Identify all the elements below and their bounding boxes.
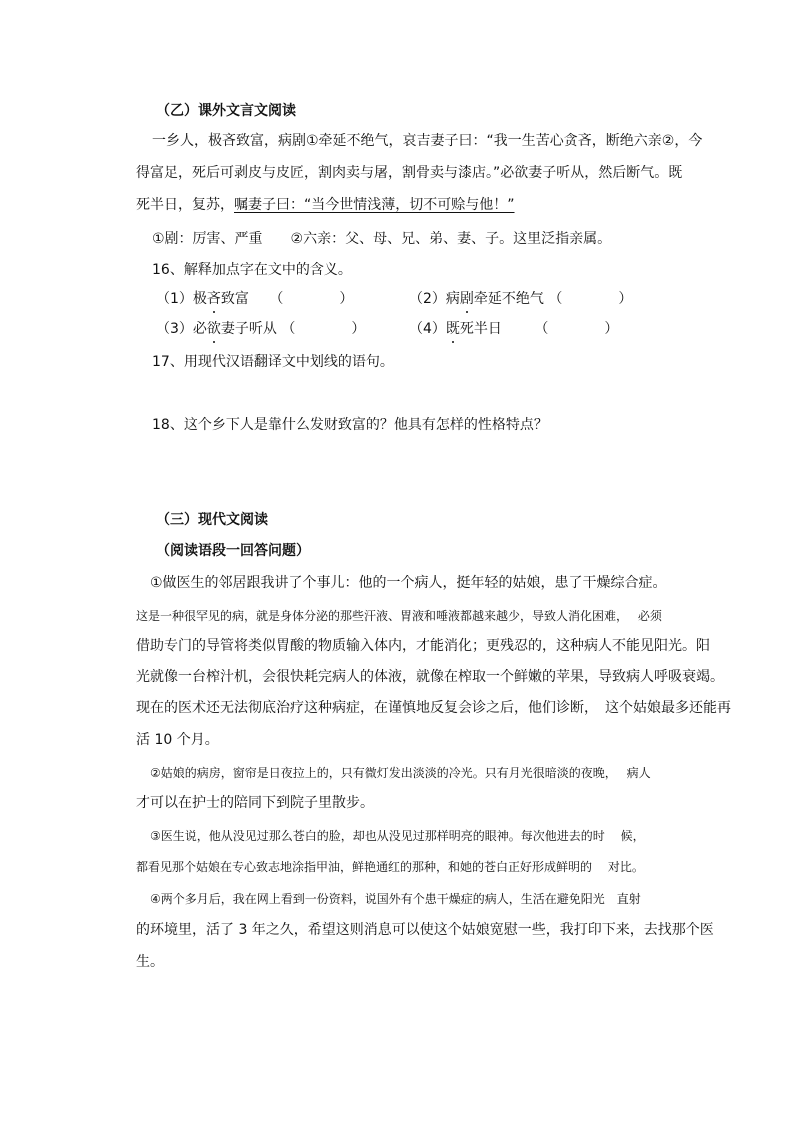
question-16-prompt: 16、解释加点字在文中的含义。 — [152, 262, 352, 278]
paragraph-line: 这是一种很罕见的病，就是身体分泌的那些汗液、胃液和唾液都越来越少，导致人消化困难， 必须 — [136, 609, 662, 623]
answer-blank[interactable]: （ ） — [281, 321, 366, 337]
passage-line-2: 得富足，死后可剥皮与皮匠，割肉卖与屠，割骨卖与漆店。”必欲妻子听从，然后断气。既 — [136, 165, 683, 181]
q16-item-text: 死半日 — [459, 321, 502, 337]
dotted-character: 既 — [445, 321, 460, 337]
annotation-notes: ①剧：厉害、严重 ②六亲：父、母、兄、弟、妻、子。这里泛指亲属。 — [152, 231, 612, 247]
paragraph-line: 的环境里，活了 3 年之久，希望这则消息可以使这个姑娘宽慰一些，我打印下来，去找那个医 — [136, 922, 714, 938]
passage-line-3 — [136, 195, 515, 215]
dotted-character: 剧 — [459, 291, 474, 307]
q16-item-text: 致富 — [220, 291, 249, 307]
dotted-character: 吝 — [206, 291, 221, 307]
question-18: 18、这个乡下人是靠什么发财致富的？他具有怎样的性格特点？ — [152, 417, 548, 433]
q16-item-3 — [156, 319, 365, 339]
q16-item-text: 妻子听从 — [220, 321, 277, 337]
q16-item-2 — [409, 289, 632, 309]
answer-blank[interactable]: （ ） — [534, 321, 619, 337]
section-c-title: （三）现代文阅读 — [156, 512, 268, 528]
section-c-subtitle: （阅读语段一回答问题） — [156, 543, 310, 559]
dotted-character: 欲 — [206, 321, 221, 337]
section-b-title: （乙）课外文言文阅读 — [156, 103, 296, 119]
paragraph-line: ①做医生的邻居跟我讲了个事儿：他的一个病人，挺年轻的姑娘，患了干燥综合症。 — [150, 575, 667, 591]
paragraph-line: ③医生说，他从没见过那么苍白的脸，却也从没见过那样明亮的眼神。每次他进去的时 候， — [150, 829, 645, 843]
paragraph-line: 现在的医术还无法彻底治疗这种病症，在谨慎地反复会诊之后，他们诊断， 这个姑娘最多还能再 — [136, 700, 731, 716]
paragraph-line: 光就像一台榨汁机，会很快耗完病人的体液，就像在榨取一个鲜嫩的苹果，导致病人呼吸衰竭。 — [136, 669, 724, 685]
q16-item-text: 牵延不绝气 — [473, 291, 544, 307]
paragraph-line: 借助专门的导管将类似胃酸的物质输入体内，才能消化；更残忍的，这种病人不能见阳光。阳 — [136, 638, 710, 654]
q16-item-text: 极 — [192, 291, 207, 307]
q16-item-num: （1） — [156, 291, 193, 307]
q16-item-1 — [156, 289, 353, 309]
question-17: 17、用现代汉语翻译文中划线的语句。 — [152, 354, 394, 370]
paragraph-line: ②姑娘的病房，窗帘是日夜拉上的，只有微灯发出淡淡的冷光。只有月光很暗淡的夜晚， 病人 — [150, 766, 651, 780]
passage-line-1: 一乡人，极吝致富，病剧①牵延不绝气，哀吉妻子曰：“我一生苦心贪吝，断绝六亲②，今 — [152, 133, 703, 149]
q16-item-num: （2） — [409, 291, 446, 307]
q16-item-4 — [409, 319, 618, 339]
paragraph-line: 都看见那个姑娘在专心致志地涂指甲油，鲜艳通红的那种，和她的苍白正好形成鲜明的 对比。 — [136, 860, 644, 874]
q16-item-text: 必 — [192, 321, 207, 337]
paragraph-line: 活 10 个月。 — [136, 732, 219, 748]
passage-line-3-start: 死半日，复苏， — [136, 197, 234, 213]
underlined-sentence: 嘱妻子曰：“当今世情浅薄，切不可赊与他！” — [234, 197, 515, 213]
q16-item-num: （3） — [156, 321, 193, 337]
q16-item-num: （4） — [409, 321, 446, 337]
answer-blank[interactable]: （ ） — [548, 291, 633, 307]
paragraph-line: 才可以在护士的陪同下到院子里散步。 — [136, 795, 374, 811]
paragraph-line: ④两个多月后，我在网上看到一份资料，说国外有个患干燥症的病人，生活在避免阳光 直射 — [150, 892, 641, 906]
q16-item-text: 病 — [445, 291, 460, 307]
answer-blank[interactable]: （ ） — [269, 291, 354, 307]
paragraph-line: 生。 — [136, 954, 164, 970]
